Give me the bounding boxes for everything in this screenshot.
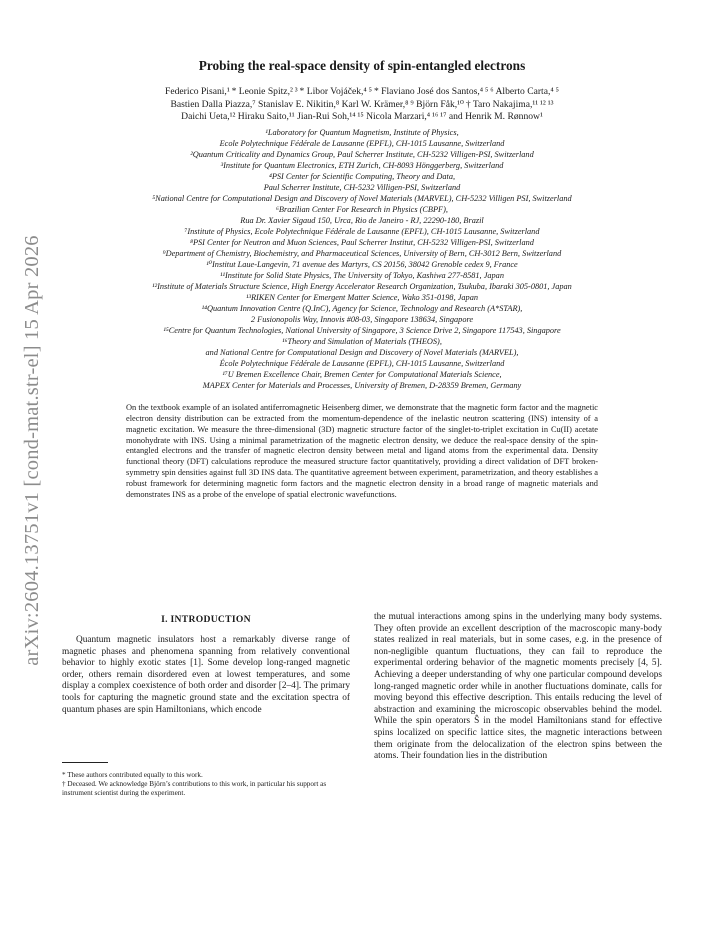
affiliation-line: ⁵National Centre for Computational Design and Discovery of Novel Materials (MARVEL), CH-5232 Villigen PSI, Switzerland — [152, 193, 572, 203]
affiliation-line: Ecole Polytechnique Fédérale de Lausanne (EPFL), CH-1015 Lausanne, Switzerland — [219, 138, 505, 148]
affiliation-line: ⁴PSI Center for Scientific Computing, Theory and Data, — [268, 171, 456, 181]
affiliation-line: ³Institute for Quantum Electronics, ETH Zurich, CH-8093 Hönggerberg, Switzerland — [220, 160, 504, 170]
affiliation-line: MAPEX Center for Materials and Processes, University of Bremen, D-28359 Bremen, Germany — [202, 380, 522, 390]
affiliation-line: 2 Fusionopolis Way, Innovis #08-03, Singapore 138634, Singapore — [250, 314, 474, 324]
affiliation-line: ¹³RIKEN Center for Emergent Matter Science, Wako 351-0198, Japan — [245, 292, 479, 302]
body-columns — [62, 612, 662, 798]
arxiv-identifier-text: arXiv:2604.13751v1 [cond-mat.str-el] 15 Apr 2026 — [20, 234, 43, 666]
affiliation-line: ¹⁶Theory and Simulation of Materials (THEOS), — [282, 336, 442, 346]
section-heading: I. INTRODUCTION — [161, 614, 251, 625]
affiliation-line: ¹⁰Institut Laue-Langevin, 71 avenue des Martyrs, CS 20156, 38042 Grenoble cedex 9, France — [206, 259, 518, 269]
affiliation-line: Rua Dr. Xavier Sigaud 150, Urca, Rio de Janeiro - RJ, 22290-180, Brazil — [240, 215, 484, 225]
paper-title: Probing the real-space density of spin-entangled electrons — [198, 58, 526, 73]
arxiv-identifier-stamp — [14, 170, 50, 730]
author-list — [62, 86, 662, 124]
footnote — [62, 771, 350, 780]
footnote — [62, 780, 350, 798]
author-line: Federico Pisani,¹ * Leonie Spitz,² ³ * Libor Vojáček,⁴ ⁵ * Flaviano José dos Santos,⁴ ⁵ ⁶ Alberto Carta,⁴ ⁵ — [165, 86, 559, 97]
intro-paragraph-left: Quantum magnetic insulators host a remarkably diverse range of magnetic phases and phenomena spanning from relatively conventional behavior to highly exotic states [1]. Some develop long-ranged magnetic order, others remain disordered even at lowest temperatures, and some display a complex coexistence of both order and disorder [2–4]. The primary tools for capturing the magnetic ground state and the excitation spectra of quantum phases are spin Hamiltonians, which encode — [62, 635, 350, 715]
intro-paragraph-right: the mutual interactions among spins in the underlying many body systems. They often provide an excellent description of the macroscopic many-body states realized in real materials, but in some cases, e.g. in the presence of non-negligible quantum fluctuations, they can fail to reproduce the experimental ordering behavior of the magnetic moments precisely [4, 5]. Achieving a deeper understanding of why one particular compound develops long-ranged magnetic order while in another fluctuations dominate, calls for moving beyond this effective description. This entails reducing the level of abstraction and examining the microscopic observables behind the model. While the spin operators Ŝ in the model Hamiltonians stand for effective spins localized on specific lattice sites, the magnetic interactions between them originate from the delocalization of the electron spins between the atoms. Their foundation lies in the distribution — [374, 612, 662, 762]
affiliation-line: ⁹Department of Chemistry, Biochemistry, and Pharmaceutical Sciences, University of Bern, CH-3012 Bern, Switzerland — [162, 248, 562, 258]
affiliation-line: ⁷Institute of Physics, Ecole Polytechnique Fédérale de Lausanne (EPFL), CH-1015 Lausanne, Switzerland — [184, 226, 540, 236]
author-line: Daichi Ueta,¹² Hiraku Saito,¹¹ Jian-Rui Soh,¹⁴ ¹⁵ Nicola Marzari,⁴ ¹⁶ ¹⁷ and Henrik M. Rønnow¹ — [181, 111, 543, 123]
right-column — [374, 612, 662, 798]
affiliation-line: ⁶Brazilian Center For Research in Physics (CBPF), — [276, 204, 448, 214]
footnote-divider — [62, 762, 108, 763]
affiliation-line: ¹Laboratory for Quantum Magnetism, Institute of Physics, — [265, 127, 459, 137]
affiliation-list — [62, 127, 662, 391]
affiliation-line: and National Centre for Computational Design and Discovery of Novel Materials (MARVEL), — [205, 347, 519, 357]
affiliation-line: École Polytechnique Fédérale de Lausanne (EPFL), CH-1015 Lausanne, Switzerland — [219, 358, 505, 368]
author-line: Bastien Dalla Piazza,⁷ Stanislav E. Nikitin,⁸ Karl W. Krämer,⁸ ⁹ Björn Fåk,¹⁰ † Taro Nakajima,¹¹ ¹² ¹³ — [170, 98, 554, 110]
footnote-equal-contribution: * These authors contributed equally to this work. — [62, 771, 203, 780]
abstract: On the textbook example of an isolated antiferromagnetic Heisenberg dimer, we demonstrate that the magnetic form factor and the magnetic electron density distribution can be extracted from the momentum-dependence of the inelastic neutron scattering (INS) intensity of a magnetic excitation. We measure the three-dimensional (3D) magnetic structure factor of the singlet-to-triplet excitation in Cu(II) acetate monohydrate with INS. Using a minimal parametrization of the magnetic electron density, we deduce the real-space density of the spin-entangled electrons and the transfer of magnetic electron density between metal and ligand atoms from the experimental data. Density functional theory (DFT) calculations reproduce the measured structure factor quantitatively, providing a direct validation of DFT broken-symmetry spin densities against full 3D INS data. The quantitative agreement between experiment, parametrization, and theory establishes a robust framework for determining magnetic form factors and the magnetic electron density in a broad range of magnetic materials and demonstrates INS as a probe of the envelope of spatial electronic wavefunctions. — [126, 402, 598, 500]
footnote-deceased: † Deceased. We acknowledge Björn’s contributions to this work, in particular his support as instrument scientist during the experiment. — [62, 780, 327, 798]
affiliation-line: Paul Scherrer Institute, CH-5232 Villigen-PSI, Switzerland — [263, 182, 461, 192]
affiliation-line: ¹¹Institute for Solid State Physics, The University of Tokyo, Kashiwa 277-8581, Japan — [220, 270, 504, 280]
paper-header — [62, 58, 662, 501]
left-column — [62, 612, 350, 798]
affiliation-line: ¹⁷U Bremen Excellence Chair, Bremen Center for Computational Materials Science, — [222, 369, 502, 379]
affiliation-line: ¹⁵Centre for Quantum Technologies, National University of Singapore, 3 Science Drive 2, Singapore 117543, Singapore — [163, 325, 561, 335]
affiliation-line: ⁸PSI Center for Neutron and Muon Sciences, Paul Scherrer Institut, CH-5232 Villigen-PSI, Switzerland — [190, 237, 534, 247]
affiliation-line: ²Quantum Criticality and Dynamics Group, Paul Scherrer Institute, CH-5232 Villigen-PSI, Switzerland — [190, 149, 534, 159]
affiliation-line: ¹⁴Quantum Innovation Centre (Q.InC), Agency for Science, Technology and Research (A*STAR), — [201, 303, 523, 313]
affiliation-line: ¹²Institute of Materials Structure Science, High Energy Accelerator Research Organization, Tsukuba, Ibaraki 305-0801, Japan — [152, 281, 572, 291]
